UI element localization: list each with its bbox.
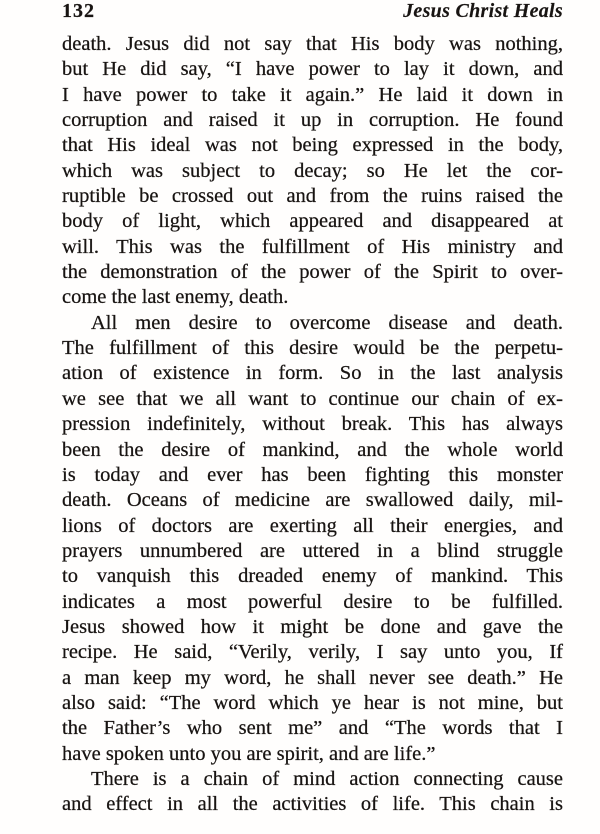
text-line: is today and ever has been fighting this monster [62,463,563,486]
text-line: a man keep my word, he shall never see death.” He [62,666,563,689]
text-line: lions of doctors are exerting all their energies, and [62,514,563,537]
running-head [62,0,563,23]
text-line: body of light, which appeared and disappeared at [62,210,563,233]
text-line: prayers unnumbered are uttered in a blind struggle [62,539,563,562]
text-line: recipe. He said, “Verily, verily, I say unto you, If [62,641,563,664]
text-line: will. This was the fulfillment of His ministry and [62,235,563,258]
text-line: ation of existence in form. So in the last analysis [62,362,563,385]
paragraph [62,767,563,818]
text-line: and effect in all the activities of life. This chain is [62,793,563,816]
text-line: that His ideal was not being expressed in the body, [62,134,563,157]
text-line: death. Oceans of medicine are swallowed daily, mil- [62,489,563,512]
text-line: which was subject to decay; so He let the cor- [62,159,563,182]
text-line: I have power to take it again.” He laid it down in [62,83,563,106]
text-line: All men desire to overcome disease and death. [91,311,563,334]
text-line: The fulfillment of this desire would be the perpetu- [62,337,563,360]
text-line: pression indefinitely, without break. This has always [62,413,563,436]
text-line: the Father’s who sent me” and “The words that I [62,717,563,740]
text-line: Jesus showed how it might be done and gave the [62,615,563,638]
text-line: also said: “The word which ye hear is not mine, but [62,691,563,714]
paragraph [62,311,563,767]
page-number: 132 [62,0,95,22]
text-line: but He did say, “I have power to lay it down, and [62,58,563,81]
text-line: the demonstration of the power of the Spirit to over- [62,261,563,284]
running-title: Jesus Christ Heals [403,0,563,22]
text-line: been the desire of mankind, and the whole world [62,438,563,461]
text-line: indicates a most powerful desire to be fulfilled. [62,590,563,613]
text-line: There is a chain of mind action connecting cause [91,767,563,790]
text-line: have spoken unto you are spirit, and are life.” [62,742,436,765]
text-line: to vanquish this dreaded enemy of mankind. This [62,565,563,588]
text-line: corruption and raised it up in corruption. He found [62,109,563,132]
body-text [62,32,563,818]
text-line: we see that we all want to continue our chain of ex- [62,387,563,410]
paragraph [62,32,563,311]
text-line: ruptible be crossed out and from the ruins raised the [62,185,563,208]
text-line: come the last enemy, death. [62,286,289,309]
text-line: death. Jesus did not say that His body was nothing, [62,33,563,55]
